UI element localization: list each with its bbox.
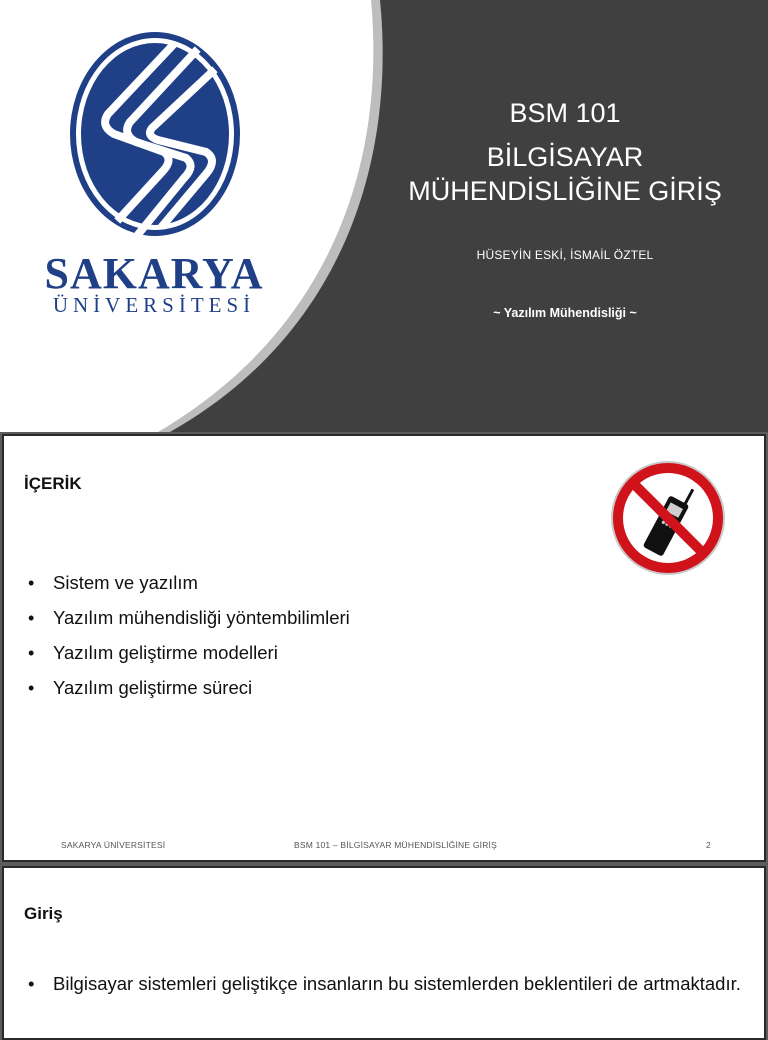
intro-slide bbox=[2, 866, 766, 1040]
sakarya-logo-icon bbox=[60, 26, 250, 246]
footer-course: BSM 101 – BİLGİSAYAR MÜHENDİSLİĞİNE GİRİŞ bbox=[294, 840, 497, 850]
footer-university: SAKARYA ÜNİVERSİTESİ bbox=[61, 840, 166, 850]
authors: HÜSEYİN ESKİ, İSMAİL ÖZTEL bbox=[476, 248, 654, 262]
list-item: • Sistem ve yazılım bbox=[24, 570, 350, 605]
contents-slide bbox=[2, 434, 766, 862]
no-phone-icon bbox=[609, 459, 727, 577]
intro-bullet: • Bilgisayar sistemleri geliştikçe insanların bu sistemlerden beklentileri de artmaktadır. bbox=[24, 971, 753, 997]
list-item: • Yazılım geliştirme modelleri bbox=[24, 640, 350, 675]
title-block bbox=[395, 96, 735, 208]
slide-subtitle: ~ Yazılım Mühendisliği ~ bbox=[493, 306, 637, 320]
contents-heading: İÇERİK bbox=[24, 474, 82, 493]
list-item: • Yazılım geliştirme süreci bbox=[24, 675, 350, 710]
university-subtitle: ÜNİVERSİTESİ bbox=[52, 293, 256, 317]
intro-heading: Giriş bbox=[24, 904, 63, 923]
title-slide bbox=[0, 0, 768, 432]
contents-list bbox=[24, 570, 350, 710]
course-code: BSM 101 bbox=[509, 98, 621, 128]
page-number: 2 bbox=[706, 840, 711, 850]
university-name: SAKARYA bbox=[44, 249, 264, 298]
list-item: • Yazılım mühendisliği yöntembilimleri bbox=[24, 605, 350, 640]
course-title: BİLGİSAYAR MÜHENDİSLİĞİNE GİRİŞ bbox=[408, 142, 722, 206]
